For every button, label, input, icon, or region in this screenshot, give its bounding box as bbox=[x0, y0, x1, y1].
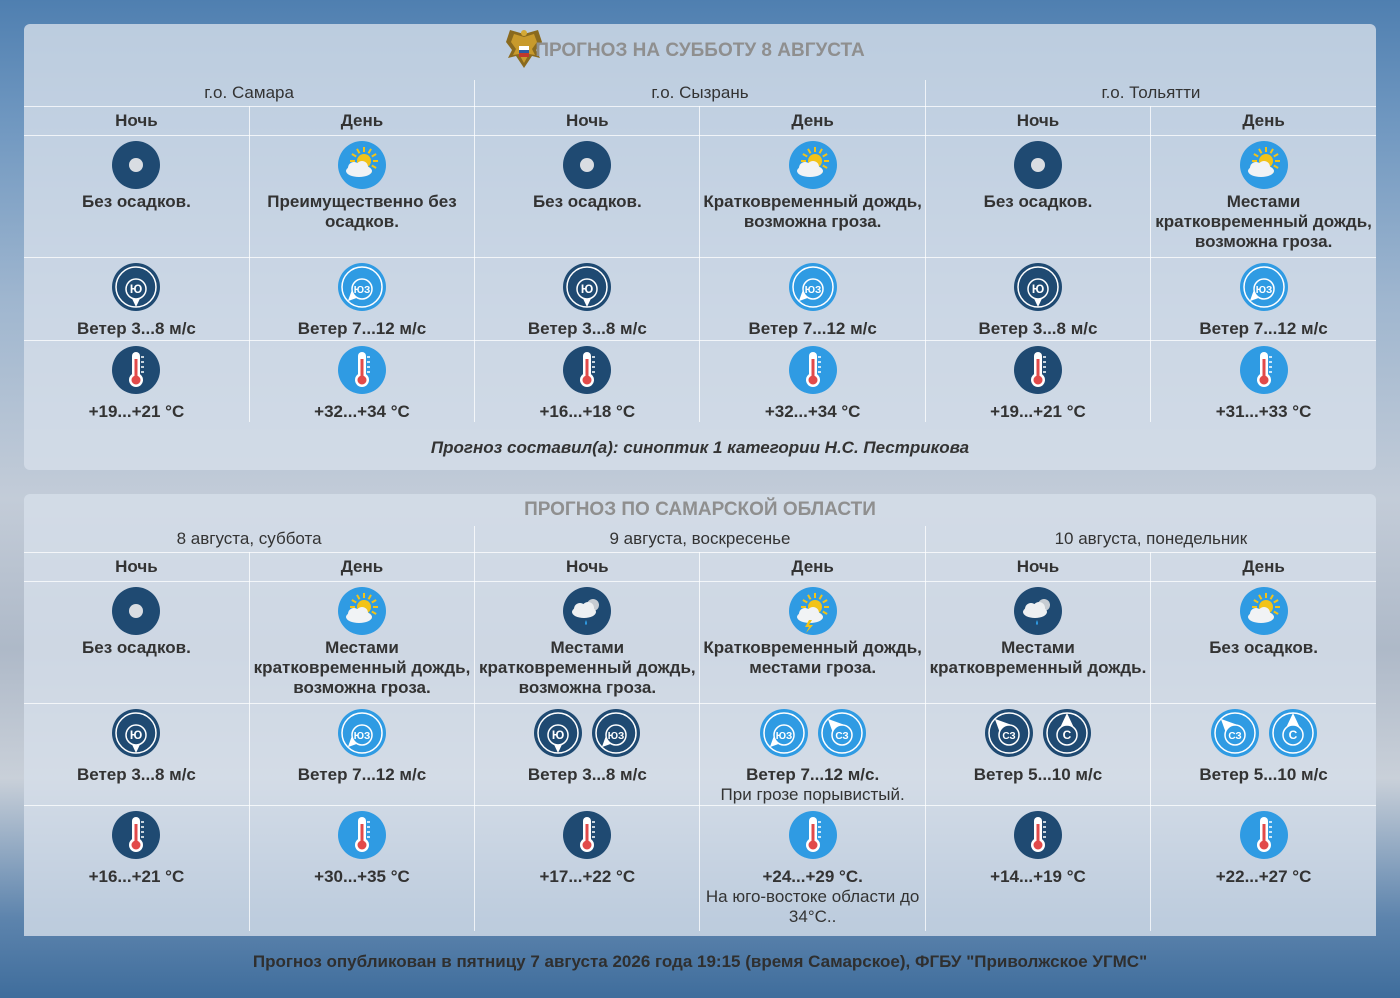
place-header: г.о. Самара bbox=[24, 80, 475, 107]
wind-south-icon bbox=[562, 262, 612, 317]
wind-southwest-icon bbox=[788, 262, 838, 317]
period-label: Ночь bbox=[24, 107, 249, 136]
thermometer-day-icon bbox=[788, 345, 838, 400]
partly-cloudy-day-icon bbox=[702, 140, 922, 190]
wind-south-icon bbox=[1013, 262, 1063, 317]
wind-southwest-icon bbox=[337, 262, 387, 317]
partly-cloudy-day-icon bbox=[1153, 586, 1374, 636]
condition-text: Местами кратковременный дождь, возможна гроза. bbox=[479, 638, 696, 697]
wind-text: Ветер 7...12 м/с bbox=[297, 765, 427, 784]
wind-north-icon bbox=[1268, 708, 1318, 763]
clear-night-icon bbox=[26, 586, 247, 636]
period-label: Ночь bbox=[24, 553, 249, 582]
thermometer-day-icon bbox=[337, 345, 387, 400]
period-label: День bbox=[249, 553, 474, 582]
wind-text: Ветер 3...8 м/с bbox=[76, 319, 196, 338]
svg-text:Ю: Ю bbox=[130, 282, 143, 296]
condition-cell bbox=[1151, 136, 1376, 258]
city-forecast-panel bbox=[24, 24, 1376, 470]
condition-text: Преимущественно без осадков. bbox=[267, 192, 457, 231]
temperature-text: +32...+34 °C bbox=[764, 402, 861, 421]
city-forecast-table bbox=[24, 80, 1376, 422]
thunderstorm-day-icon bbox=[702, 586, 922, 636]
temperature-text: +16...+21 °C bbox=[88, 867, 185, 886]
temperature-text: +19...+21 °C bbox=[990, 402, 1086, 421]
partly-cloudy-day-icon bbox=[252, 140, 472, 190]
wind-northwest-icon bbox=[1210, 708, 1260, 763]
condition-text: Кратковременный дождь, возможна гроза. bbox=[703, 192, 922, 231]
temperature-cell bbox=[925, 806, 1150, 932]
temperature-text: +16...+18 °C bbox=[539, 402, 636, 421]
condition-cell bbox=[24, 136, 249, 258]
wind-cell bbox=[475, 258, 700, 341]
condition-text: Без осадков. bbox=[82, 192, 191, 211]
region-forecast-panel bbox=[24, 494, 1376, 936]
wind-text: Ветер 7...12 м/с. bbox=[746, 765, 880, 784]
partly-cloudy-day-icon bbox=[1153, 140, 1374, 190]
wind-cell bbox=[475, 704, 700, 806]
svg-text:ЮЗ: ЮЗ bbox=[804, 285, 821, 296]
panel-title: ПРОГНОЗ ПО САМАРСКОЙ ОБЛАСТИ bbox=[524, 499, 876, 520]
temperature-cell bbox=[24, 806, 249, 932]
period-label: День bbox=[249, 107, 474, 136]
wind-cell bbox=[1151, 704, 1376, 806]
wind-cell bbox=[925, 704, 1150, 806]
place-header: г.о. Сызрань bbox=[475, 80, 926, 107]
wind-southwest-icon bbox=[1239, 262, 1289, 317]
svg-text:Ю: Ю bbox=[552, 728, 565, 742]
temperature-note: На юго-востоке области до 34°С.. bbox=[705, 887, 920, 926]
publication-footer: Прогноз опубликован в пятницу 7 августа 2026 года 19:15 (время Самарское), ФГБУ "Приволжское УГМС" bbox=[252, 952, 1148, 971]
period-label: Ночь bbox=[475, 107, 700, 136]
place-header: г.о. Тольятти bbox=[925, 80, 1376, 107]
clear-night-icon bbox=[26, 140, 247, 190]
temperature-text: +19...+21 °C bbox=[88, 402, 185, 421]
thermometer-night-icon bbox=[562, 810, 612, 865]
region-forecast-table bbox=[24, 526, 1376, 931]
svg-text:СЗ: СЗ bbox=[1002, 731, 1016, 742]
temperature-cell bbox=[700, 806, 925, 932]
wind-cell bbox=[700, 704, 925, 806]
wind-cell bbox=[249, 704, 474, 806]
wind-text: Ветер 7...12 м/с bbox=[748, 319, 877, 338]
condition-cell bbox=[925, 582, 1150, 704]
wind-south-icon bbox=[111, 708, 161, 763]
condition-cell bbox=[475, 582, 700, 704]
condition-text: Без осадков. bbox=[983, 192, 1093, 211]
temperature-cell bbox=[24, 341, 249, 423]
period-label: Ночь bbox=[925, 107, 1150, 136]
day-header: 8 августа, суббота bbox=[24, 526, 475, 553]
svg-text:ЮЗ: ЮЗ bbox=[608, 731, 625, 742]
wind-cell bbox=[24, 258, 249, 341]
temperature-cell bbox=[700, 341, 925, 423]
wind-text: Ветер 3...8 м/с bbox=[527, 765, 647, 784]
forecast-author: Прогноз составил(а): синоптик 1 категории Н.С. Пестрикова bbox=[430, 438, 970, 457]
temperature-cell bbox=[475, 806, 700, 932]
temperature-text: +32...+34 °C bbox=[314, 402, 410, 421]
thermometer-day-icon bbox=[337, 810, 387, 865]
thermometer-day-icon bbox=[1239, 345, 1289, 400]
condition-cell bbox=[925, 136, 1150, 258]
svg-text:ЮЗ: ЮЗ bbox=[1255, 285, 1272, 296]
period-label: День bbox=[1151, 553, 1376, 582]
temperature-cell bbox=[249, 341, 474, 423]
condition-cell bbox=[475, 136, 700, 258]
condition-cell bbox=[249, 136, 474, 258]
day-header: 9 августа, воскресенье bbox=[475, 526, 926, 553]
panel-title: ПРОГНОЗ НА СУББОТУ 8 АВГУСТА bbox=[535, 40, 865, 61]
temperature-text: +24...+29 °C. bbox=[762, 867, 863, 886]
wind-northwest-icon bbox=[984, 708, 1034, 763]
thermometer-night-icon bbox=[562, 345, 612, 400]
condition-cell bbox=[24, 582, 249, 704]
temperature-cell bbox=[249, 806, 474, 932]
condition-text: Без осадков. bbox=[532, 192, 642, 211]
temperature-cell bbox=[925, 341, 1150, 423]
thermometer-day-icon bbox=[788, 810, 838, 865]
day-header: 10 августа, понедельник bbox=[925, 526, 1376, 553]
temperature-text: +22...+27 °C bbox=[1215, 867, 1312, 886]
period-label: День bbox=[700, 553, 925, 582]
wind-cell bbox=[925, 258, 1150, 341]
wind-cell bbox=[24, 704, 249, 806]
condition-text: Местами кратковременный дождь, возможна гроза. bbox=[253, 638, 471, 697]
partly-cloudy-day-icon bbox=[252, 586, 472, 636]
condition-text: Местами кратковременный дождь, возможна гроза. bbox=[1155, 192, 1372, 251]
wind-text: Ветер 7...12 м/с bbox=[297, 319, 427, 338]
temperature-text: +14...+19 °C bbox=[990, 867, 1086, 886]
svg-text:Ю: Ю bbox=[130, 728, 143, 742]
temperature-cell bbox=[475, 341, 700, 423]
temperature-cell bbox=[1151, 341, 1376, 423]
period-label: День bbox=[1151, 107, 1376, 136]
temperature-text: +17...+22 °C bbox=[539, 867, 636, 886]
wind-text: Ветер 3...8 м/с bbox=[978, 319, 1098, 338]
condition-text: Местами кратковременный дождь. bbox=[929, 638, 1147, 677]
thermometer-night-icon bbox=[1013, 810, 1063, 865]
wind-text: Ветер 3...8 м/с bbox=[76, 765, 196, 784]
condition-text: Кратковременный дождь, местами гроза. bbox=[703, 638, 922, 677]
wind-southwest-icon bbox=[759, 708, 809, 763]
svg-text:ЮЗ: ЮЗ bbox=[775, 731, 792, 742]
period-label: День bbox=[700, 107, 925, 136]
wind-note: При грозе порывистый. bbox=[720, 785, 905, 804]
wind-cell bbox=[700, 258, 925, 341]
svg-text:С: С bbox=[1062, 728, 1072, 742]
thermometer-day-icon bbox=[1239, 810, 1289, 865]
wind-text: Ветер 7...12 м/с bbox=[1199, 319, 1328, 338]
svg-text:ЮЗ: ЮЗ bbox=[353, 285, 371, 296]
wind-southwest-icon bbox=[591, 708, 641, 763]
svg-text:СЗ: СЗ bbox=[834, 731, 849, 742]
wind-cell bbox=[249, 258, 474, 341]
svg-text:ЮЗ: ЮЗ bbox=[353, 731, 371, 742]
svg-text:Ю: Ю bbox=[581, 282, 594, 296]
condition-cell bbox=[1151, 582, 1376, 704]
wind-cell bbox=[1151, 258, 1376, 341]
temperature-text: +30...+35 °C bbox=[314, 867, 410, 886]
wind-northwest-icon bbox=[817, 708, 867, 763]
cloudy-rain-night-icon bbox=[928, 586, 1148, 636]
thermometer-night-icon bbox=[111, 810, 161, 865]
period-label: Ночь bbox=[925, 553, 1150, 582]
temperature-cell bbox=[1151, 806, 1376, 932]
wind-southwest-icon bbox=[337, 708, 387, 763]
temperature-text: +31...+33 °C bbox=[1215, 402, 1312, 421]
condition-cell bbox=[249, 582, 474, 704]
condition-cell bbox=[700, 136, 925, 258]
svg-text:СЗ: СЗ bbox=[1227, 731, 1242, 742]
clear-night-icon bbox=[477, 140, 697, 190]
wind-text: Ветер 5...10 м/с bbox=[973, 765, 1103, 784]
wind-text: Ветер 5...10 м/с bbox=[1199, 765, 1328, 784]
condition-cell bbox=[700, 582, 925, 704]
thermometer-night-icon bbox=[111, 345, 161, 400]
wind-south-icon bbox=[111, 262, 161, 317]
clear-night-icon bbox=[928, 140, 1148, 190]
condition-text: Без осадков. bbox=[1209, 638, 1318, 657]
svg-text:С: С bbox=[1288, 728, 1297, 742]
condition-text: Без осадков. bbox=[82, 638, 191, 657]
thermometer-night-icon bbox=[1013, 345, 1063, 400]
wind-text: Ветер 3...8 м/с bbox=[527, 319, 647, 338]
wind-north-icon bbox=[1042, 708, 1092, 763]
period-label: Ночь bbox=[475, 553, 700, 582]
svg-text:Ю: Ю bbox=[1031, 282, 1045, 296]
cloudy-rain-night-icon bbox=[477, 586, 697, 636]
wind-south-icon bbox=[533, 708, 583, 763]
